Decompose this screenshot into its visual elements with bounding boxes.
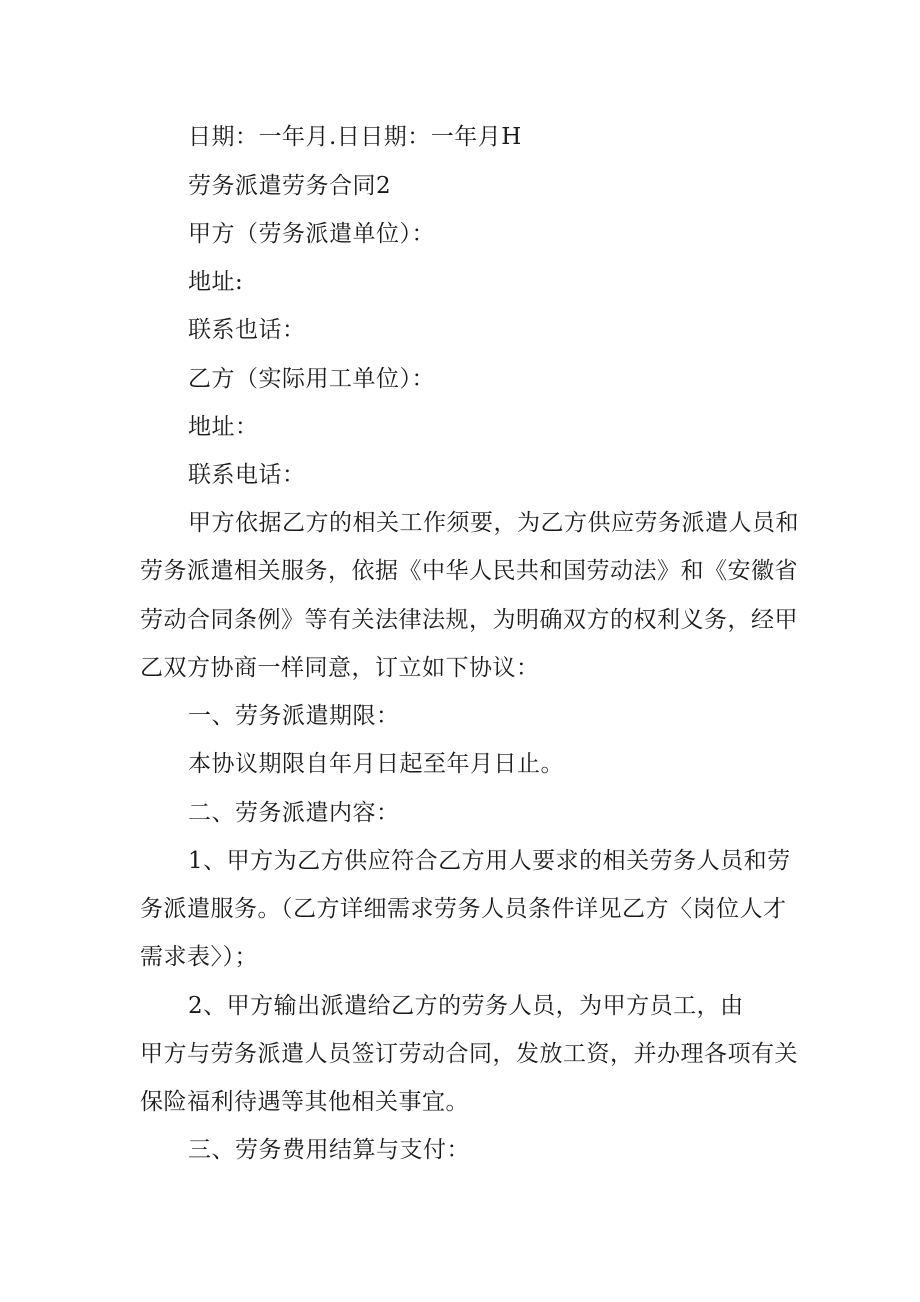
intro-paragraph-line: 甲方依据乙方的相关工作须要，为乙方供应劳务派遣人员和: [188, 510, 799, 536]
section-heading-content: 二、劳务派遣内容：: [188, 800, 400, 826]
party-a-phone: 联系也话：: [188, 317, 306, 343]
intro-paragraph-line: 劳动合同条例》等有关法律法规，为明确双方的权利义务，经甲: [140, 607, 798, 633]
contract-title: 劳务派遣劳务合同2: [188, 173, 392, 199]
party-b-address: 地址：: [188, 414, 259, 440]
clause-1-line: 需求表〉）；: [140, 944, 258, 970]
clause-2-line: 2、甲方输出派遣给乙方的劳务人员，为甲方员工，由: [188, 993, 744, 1019]
party-b-phone: 联系电话：: [188, 462, 306, 488]
intro-paragraph-line: 劳务派遣相关服务，依据《中华人民共和国劳动法》和《安徽省: [140, 558, 798, 584]
party-a-address: 地址:: [188, 269, 244, 295]
section-heading-term: 一、劳务派遣期限：: [188, 703, 400, 729]
section-heading-payment: 三、劳务费用结算与支付：: [188, 1137, 470, 1163]
clause-2-line: 甲方与劳务派遣人员签订劳动合同，发放工资，并办理各项有关: [140, 1041, 798, 1067]
clause-2-line: 保险福利待遇等其他相关事宜。: [140, 1089, 469, 1115]
party-b-heading: 乙方（实际用工单位）：: [188, 366, 435, 392]
term-text: 本协议期限自年月日起至年月日止。: [188, 751, 564, 777]
date-line: 日期：一年月.日日期：一年月H: [188, 124, 522, 150]
intro-paragraph-line: 乙双方协商一样同意，订立如下协议：: [140, 655, 540, 681]
clause-1-line: 务派遣服务。（乙方详细需求劳务人员条件详见乙方〈岗位人才: [140, 896, 787, 922]
party-a-heading: 甲方（劳务派遣单位）：: [188, 221, 435, 247]
clause-1-line: 1、甲方为乙方供应符合乙方用人要求的相关劳务人员和劳: [188, 848, 791, 874]
